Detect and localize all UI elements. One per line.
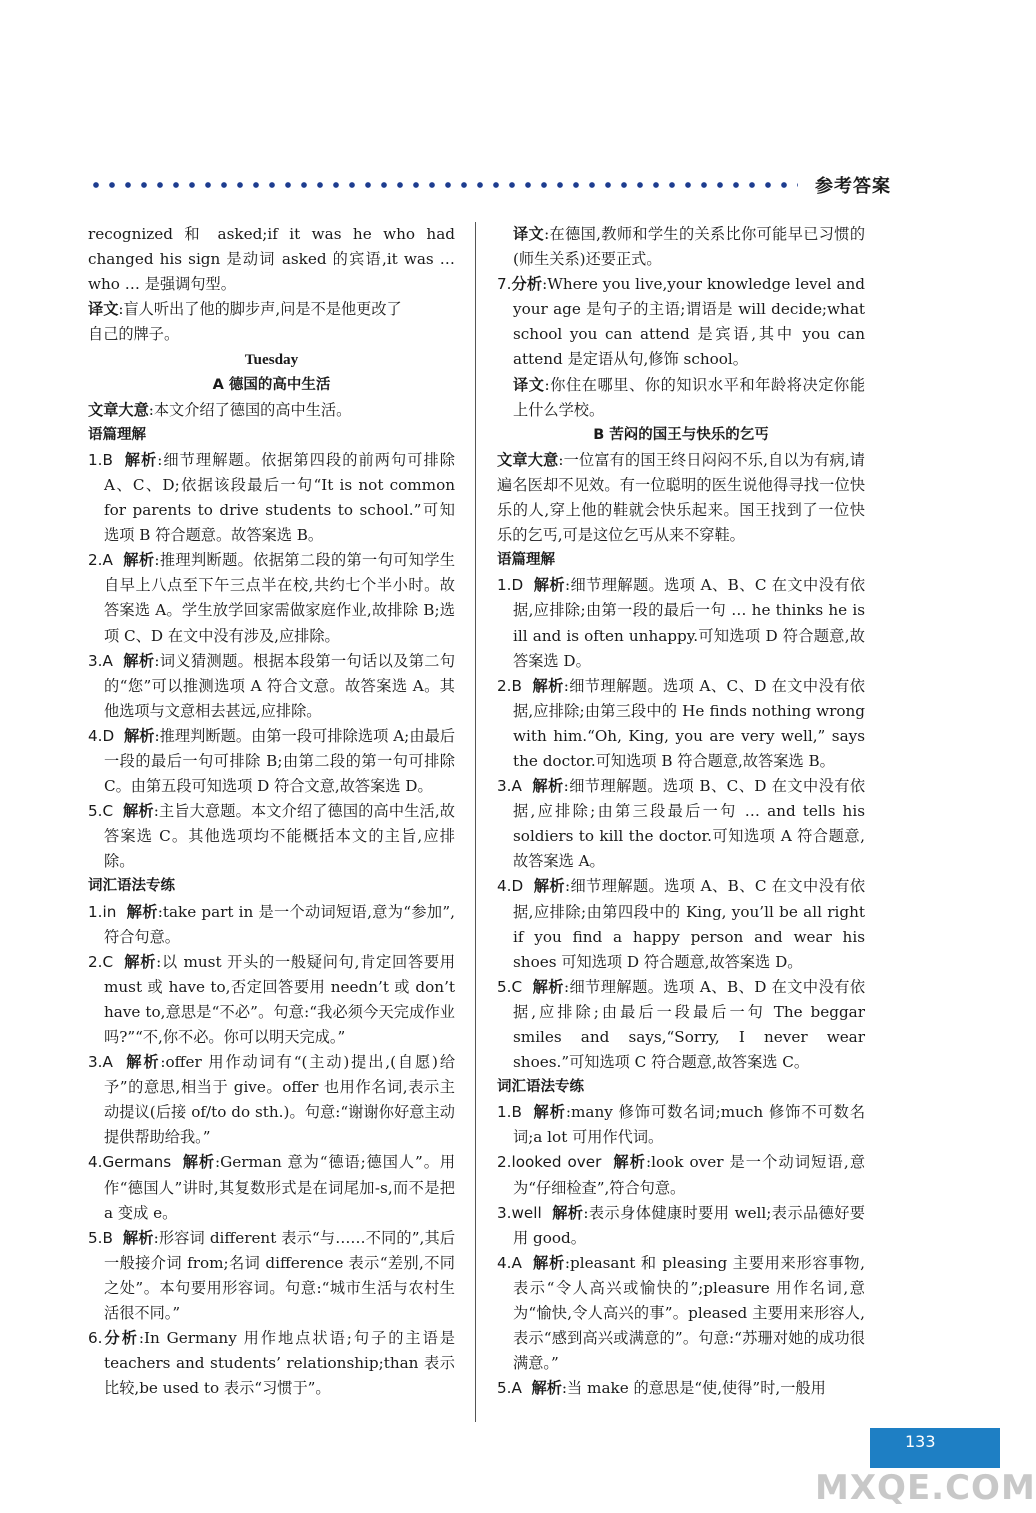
answer-item: 3.well 解析:表示身体健康时要用 well;表示品德好要用 good。 [497,1203,865,1247]
answer-item: 5.C 解析:细节理解题。选项 A、B、D 在文中没有依据,应排除;由最后一段最后一句 The beggar smiles and says,“Sorry, I never wear shoes.”可知选项 C 符合题意,故答案选 C。 [497,977,866,1072]
answer-item: 4.D 解析:推理判断题。由第一段可排除选项 A;由最后一段的最后一句可排除 B;由第二段的第一句可排除 C。由第五段可知选项 D 符合文意,故答案选 D。 [88,726,456,796]
header-dotted-rule [88,178,798,192]
section-a-title: A 德国的高中生活 [212,376,331,393]
vocab-heading-a: 词汇语法专练 [88,878,175,895]
answer-item: 1.B 解析:many 修饰可数名词;much 修饰不可数名词;a lot 可用作代词。 [497,1103,866,1147]
day-heading: Tuesday [244,351,299,369]
item7-translation: 译文:你住在哪里、你的知识水平和年龄将决定你能上什么学校。 [513,375,866,419]
carry-translation-right: 译文:在德国,教师和学生的关系比你可能早已习惯的(师生关系)还要正式。 [513,225,866,269]
section-b-title: B 苦闷的国王与快乐的乞丐 [593,426,769,443]
left-column [88,222,455,1401]
page-number: 133 [905,1432,936,1451]
vocab-heading-b: 词汇语法专练 [497,1079,584,1096]
answer-item: 1.D 解析:细节理解题。选项 A、B、C 在文中没有依据,应排除;由第一段的最后一句 … he thinks he is ill and is often unhappy.可知选项 D 符合题意,故答案选 D。 [497,576,866,670]
column-divider [475,222,476,1422]
summary-a: 文章大意:本文介绍了德国的高中生活。 [88,400,352,419]
reading-heading-a: 语篇理解 [88,426,146,443]
answer-item: 2.B 解析:细节理解题。选项 A、C、D 在文中没有依据,应排除;由第三段中的 He finds nothing wrong with him.“Oh, King, you are very well,” says the doctor.可知选项 B 符合题意,故答案选 B。 [497,676,865,770]
answer-item: 5.C 解析:主旨大意题。本文介绍了德国的高中生活,故答案选 C。其他选项均不能概括本文的主旨,应排除。 [88,802,455,871]
answer-item: 2.A 解析:推理判断题。依据第二段的第一句可知学生自早上八点至下午三点半在校,共约七个半小时。故答案选 A。学生放学回家需做家庭作业,故排除 B;选项 C、D 在文中没有涉及,应排除。 [88,551,456,645]
answer-item: 4.Germans 解析:German 意为“德语;德国人”。用作“德国人”讲时,其复数形式是在词尾加-s,而不是把 a 变成 e。 [88,1153,456,1222]
summary-b: 文章大意:一位富有的国王终日闷闷不乐,自以为有病,请遍名医却不见效。有一位聪明的医生说他得寻找一位快乐的人,穿上他的鞋就会快乐起来。国王找到了一位快乐的乞丐,可是这位乞丐从来不穿鞋。 [497,450,865,545]
answer-item: 7.分析:Where you live,your knowledge level and your age 是句子的主语;谓语是 will decide;what school you can attend 是宾语,其中 you can attend 是定语从句,修饰 school。 [497,275,865,369]
answer-item: 2.C 解析:以 must 开头的一般疑问句,肯定回答要用 must 或 have to,否定回答要用 needn’t 或 don’t have to,意思是“不必”。句意:“我必须今天完成作业吗?”“不,你不必。你可以明天完成。” [88,952,456,1046]
answer-item: 3.A 解析:offer 用作动词有“(主动)提出,(自愿)给予”的意思,相当于 give。offer 也用作名词,表示主动提议(后接 of/to do sth.)。句意:“谢谢你好意主动提供帮助给我。” [88,1053,456,1147]
carry-text: recognized 和 asked;if it was he who had changed his sign 是动词 asked 的宾语,it was … who … 是强调句型。 [88,225,455,294]
answer-item: 1.in 解析:take part in 是一个动词短语,意为“参加”,符合句意。 [88,902,456,946]
page-header-title: 参考答案 [815,176,891,197]
reading-heading-b: 语篇理解 [497,552,555,569]
right-column [497,222,865,1401]
answer-item: 5.B 解析:形容词 different 表示“与……不同的”,其后一般接介词 from;名词 difference 表示“差别,不同之处”。本句要用形容词。句意:“城市生活与农村生活很不同。” [88,1228,456,1323]
answer-item: 3.A 解析:细节理解题。选项 B、C、D 在文中没有依据,应排除;由第三段最后一句 … and tells his soldiers to kill the doctor.可知选项 A 符合题意,故答案选 A。 [497,777,866,871]
answer-item: 4.A 解析:pleasant 和 pleasing 主要用来形容事物,表示“令人高兴或愉快的”;pleasure 用作名词,意为“愉快,令人高兴的事”。pleased 主要用来形容人,表示“感到高兴或满意的”。句意:“苏珊对她的成功很满意。” [497,1253,866,1373]
answer-item: 5.A 解析:当 make 的意思是“使,使得”时,一般用 [497,1379,826,1398]
carry-translation: 译文:盲人听出了他的脚步声,问是不是他更改了 [88,300,402,319]
answer-item: 6.分析:In Germany 用作地点状语;句子的主语是 teachers and students’ relationship;than 表示比较,be used to 表示“习惯于”。 [88,1329,455,1398]
answer-item: 2.looked over 解析:look over 是一个动词短语,意为“仔细检查”,符合句意。 [497,1153,866,1197]
carry-translation-end: 自己的牌子。 [88,325,180,344]
answer-item: 1.B 解析:细节理解题。依据第四段的前两句可排除 A、C、D;依据该段最后一句“It is not common for parents to drive students to school.”可知选项 B 符合题意。故答案选 B。 [88,450,455,545]
site-watermark: MXQE.COM [815,1468,1036,1508]
answer-item: 4.D 解析:细节理解题。选项 A、B、C 在文中没有依据,应排除;由第四段中的 King, you’ll be all right if you find a happy person and wear his shoes 可知选项 D 符合题意,故答案选 D。 [497,877,866,971]
answer-item: 3.A 解析:词义猜测题。根据本段第一句话以及第二句的“您”可以推测选项 A 符合文意。故答案选 A。其他选项与文意相去甚远,应排除。 [88,651,456,720]
